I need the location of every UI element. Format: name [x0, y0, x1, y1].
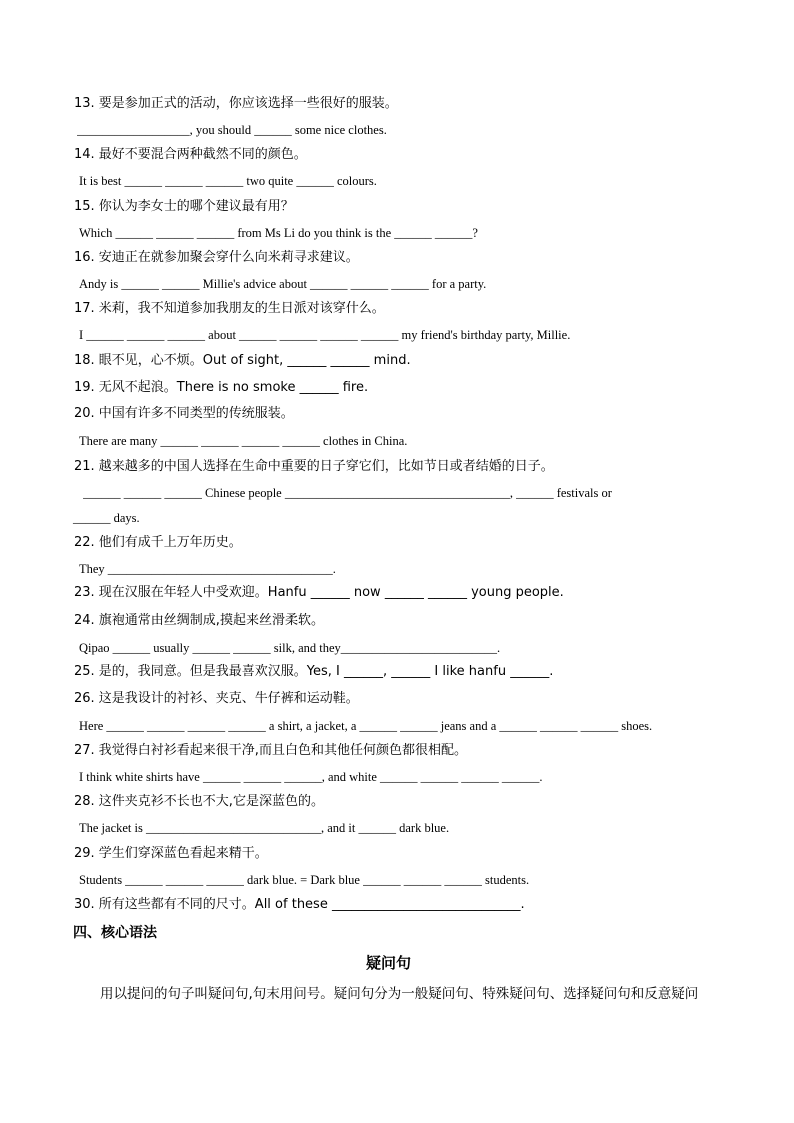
item-29-chinese: 29. 学生们穿深蓝色看起来精干。 — [74, 846, 268, 861]
item-14-chinese: 14. 最好不要混合两种截然不同的颜色。 — [74, 147, 307, 162]
item-17-chinese: 17. 米莉，我不知道参加我朋友的生日派对该穿什么。 — [74, 301, 385, 316]
item-16-english: Andy is ______ ______ Millie's advice about ______ ______ ______ for a party. — [79, 277, 487, 291]
item-18: 18. 眼不见，心不烦。Out of sight, ______ ______ mind. — [74, 353, 411, 368]
item-22-chinese: 22. 他们有成千上万年历史。 — [74, 535, 242, 550]
item-29-english: Students ______ ______ ______ dark blue. = Dark blue ______ ______ ______ students. — [79, 873, 530, 887]
item-28-english: The jacket is ____________________________, and it ______ dark blue. — [79, 821, 450, 835]
item-24-english: Qipao ______ usually ______ ______ silk, and they_________________________. — [79, 641, 501, 655]
item-20-english: There are many ______ ______ ______ ______ clothes in China. — [79, 434, 408, 448]
item-24-chinese: 24. 旗袍通常由丝绸制成,摸起来丝滑柔软。 — [74, 613, 324, 628]
item-15-english: Which ______ ______ ______ from Ms Li do you think is the ______ ______? — [79, 226, 478, 240]
item-21-english-cont: ______ days. — [73, 511, 140, 525]
item-27-chinese: 27. 我觉得白衬衫看起来很干净,而且白色和其他任何颜色都很相配。 — [74, 743, 467, 758]
item-13-chinese: 13. 要是参加正式的活动，你应该选择一些很好的服装。 — [74, 96, 398, 111]
intro-paragraph: 用以提问的句子叫疑问句,句末用问号。疑问句分为一般疑问句、特殊疑问句、选择疑问句和反意疑问 — [100, 986, 699, 1002]
item-28-chinese: 28. 这件夹克衫不长也不大,它是深蓝色的。 — [74, 794, 324, 809]
item-26-chinese: 26. 这是我设计的衬衫、夹克、牛仔裤和运动鞋。 — [74, 691, 359, 706]
item-21-english: ______ ______ ______ Chinese people ____________________________________, ______ festivals or — [80, 486, 612, 500]
item-14-english: It is best ______ ______ ______ two quite ______ colours. — [79, 174, 377, 188]
section-title: 疑问句 — [366, 954, 412, 972]
item-20-chinese: 20. 中国有许多不同类型的传统服装。 — [74, 406, 294, 421]
section-heading: 四、核心语法 — [73, 925, 157, 941]
item-15-chinese: 15. 你认为李女士的哪个建议最有用？ — [74, 199, 294, 214]
item-16-chinese: 16. 安迪正在就参加聚会穿什么向米莉寻求建议。 — [74, 250, 359, 265]
item-22-english: They ____________________________________. — [79, 562, 336, 576]
item-21-chinese: 21. 越来越多的中国人选择在生命中重要的日子穿它们，比如节日或者结婚的日子。 — [74, 459, 554, 474]
item-13-english: __________________, you should ______ some nice clothes. — [74, 123, 387, 137]
item-30: 30. 所有这些都有不同的尺寸。All of these _____________________________. — [74, 897, 525, 912]
item-26-english: Here ______ ______ ______ ______ a shirt, a jacket, a ______ ______ jeans and a ______ ______ ______ shoes. — [79, 719, 653, 733]
item-27-english: I think white shirts have ______ ______ ______, and white ______ ______ ______ ______. — [79, 770, 543, 784]
item-19: 19. 无风不起浪。There is no smoke ______ fire. — [74, 380, 369, 395]
item-23: 23. 现在汉服在年轻人中受欢迎。Hanfu ______ now ______ ______ young people. — [74, 585, 564, 600]
item-25: 25. 是的，我同意。但是我最喜欢汉服。Yes, I ______, ______ I like hanfu ______. — [74, 664, 554, 679]
item-17-english: I ______ ______ ______ about ______ ______ ______ ______ my friend's birthday party, Millie. — [79, 328, 571, 342]
